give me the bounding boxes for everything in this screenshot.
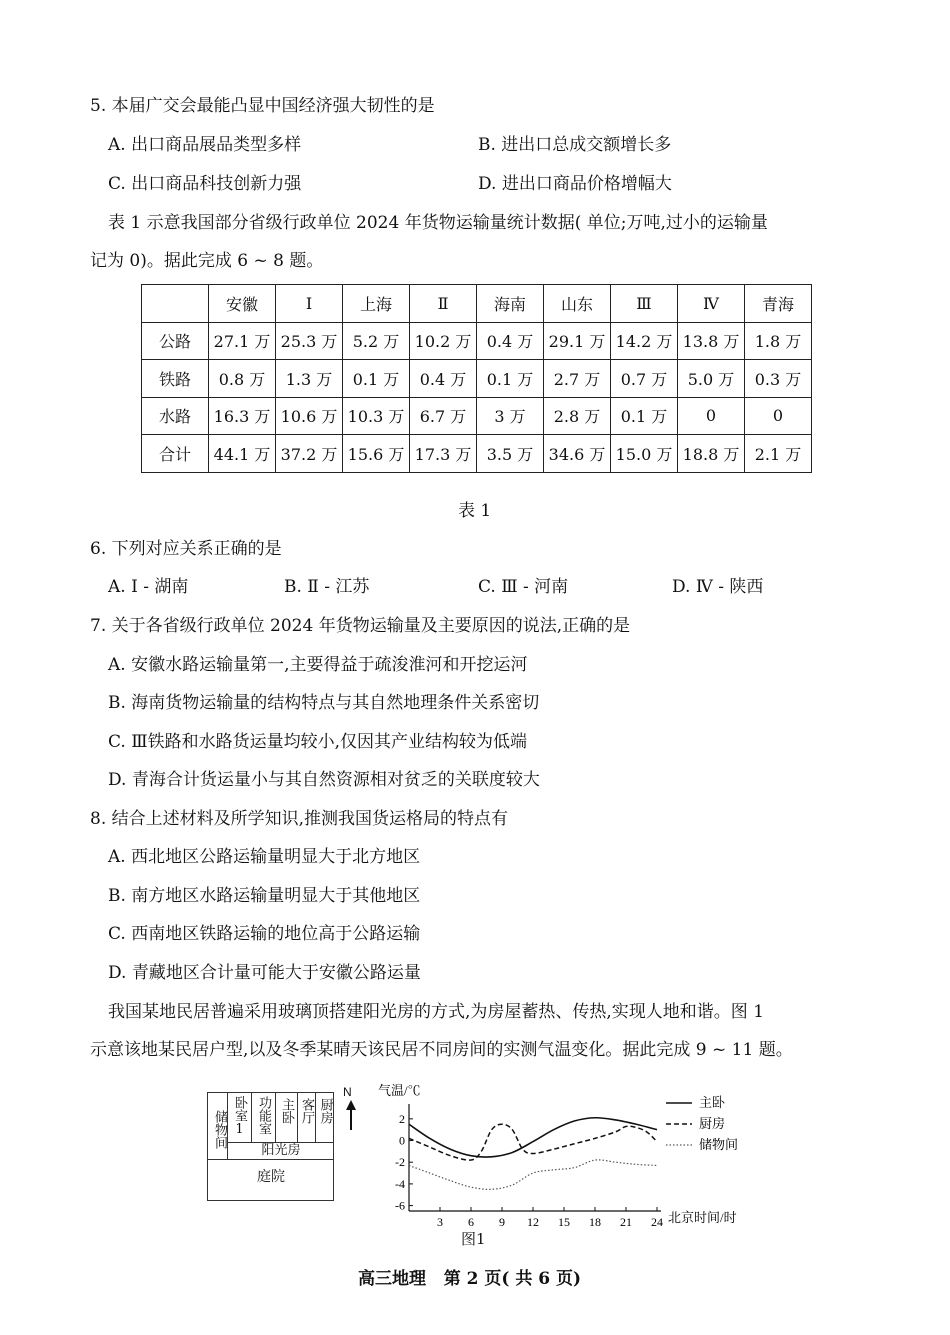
table-header-cell: 山东 bbox=[544, 285, 611, 323]
room-living bbox=[298, 1093, 316, 1143]
q8-option-b: B. 南方地区水路运输量明显大于其他地区 bbox=[108, 886, 421, 906]
q7-option-c: C. Ⅲ铁路和水路货运量均较小,仅因其产业结构较为低端 bbox=[108, 732, 528, 752]
yard-divider bbox=[208, 1159, 334, 1160]
table-cell: 1.8 万 bbox=[745, 322, 812, 360]
x-tick-label: 18 bbox=[589, 1215, 601, 1229]
q8-option-a: A. 西北地区公路运输量明显大于北方地区 bbox=[108, 847, 421, 867]
table-cell: 37.2 万 bbox=[276, 435, 343, 473]
q7-option-b: B. 海南货物运输量的结构特点与其自然地理条件关系密切 bbox=[108, 693, 540, 713]
table-cell: 0.8 万 bbox=[209, 360, 276, 398]
room-bedroom1 bbox=[228, 1093, 252, 1143]
table-cell: 15.0 万 bbox=[611, 435, 678, 473]
table-cell: 2.7 万 bbox=[544, 360, 611, 398]
x-tick-label: 6 bbox=[468, 1215, 474, 1229]
chart-axes bbox=[395, 1104, 663, 1229]
table-cell: 公路 bbox=[142, 322, 209, 360]
table-cell: 17.3 万 bbox=[410, 435, 477, 473]
intro1-line1: 表 1 示意我国部分省级行政单位 2024 年货物运输量统计数据( 单位;万吨,过小的运输量 bbox=[108, 213, 768, 233]
table-caption: 表 1 bbox=[458, 501, 492, 521]
table-cell: 3 万 bbox=[477, 397, 544, 435]
q6-stem: 6. 下列对应关系正确的是 bbox=[90, 539, 282, 559]
table-cell: 5.2 万 bbox=[343, 322, 410, 360]
table-cell: 2.8 万 bbox=[544, 397, 611, 435]
table-cell: 1.3 万 bbox=[276, 360, 343, 398]
room-storage: 储物间 bbox=[208, 1093, 228, 1159]
q7-stem: 7. 关于各省级行政单位 2024 年货物运输量及主要原因的说法,正确的是 bbox=[90, 616, 631, 636]
table-cell: 0.4 万 bbox=[410, 360, 477, 398]
q8-stem: 8. 结合上述材料及所学知识,推测我国货运格局的特点有 bbox=[90, 809, 509, 829]
table-cell: 15.6 万 bbox=[343, 435, 410, 473]
table-cell: 合计 bbox=[142, 435, 209, 473]
x-tick-label: 12 bbox=[527, 1215, 539, 1229]
q5-stem: 5. 本届广交会最能凸显中国经济强大韧性的是 bbox=[90, 96, 435, 116]
table-cell: 16.3 万 bbox=[209, 397, 276, 435]
table-header-cell: Ⅱ bbox=[410, 285, 477, 323]
room-kitchen bbox=[316, 1093, 334, 1143]
x-tick-label: 21 bbox=[620, 1215, 632, 1229]
room-function-label: 功能室 bbox=[256, 1096, 271, 1135]
x-tick-label: 15 bbox=[558, 1215, 570, 1229]
q7-option-d: D. 青海合计货运量小与其自然资源相对贫乏的关联度较大 bbox=[108, 770, 540, 790]
table-cell: 34.6 万 bbox=[544, 435, 611, 473]
y-tick-label: 0 bbox=[399, 1133, 405, 1148]
table-header-cell bbox=[142, 285, 209, 323]
room-master bbox=[276, 1093, 298, 1143]
table-header-cell: 上海 bbox=[343, 285, 410, 323]
y-tick-label: -4 bbox=[395, 1176, 405, 1191]
intro2-line1: 我国某地民居普遍采用玻璃顶搭建阳光房的方式,为房屋蓄热、传热,实现人地和谐。图 1 bbox=[108, 1002, 765, 1022]
table-row bbox=[142, 397, 812, 435]
table-header-cell: Ⅰ bbox=[276, 285, 343, 323]
room-function bbox=[252, 1093, 276, 1143]
q6-option-c: C. Ⅲ - 河南 bbox=[478, 577, 569, 597]
q5-option-d: D. 进出口商品价格增幅大 bbox=[478, 174, 672, 194]
q5-option-b: B. 进出口总成交额增长多 bbox=[478, 135, 672, 155]
q5-option-a: A. 出口商品展品类型多样 bbox=[108, 135, 302, 155]
series-line bbox=[409, 1160, 657, 1190]
q8-option-d: D. 青藏地区合计量可能大于安徽公路运量 bbox=[108, 963, 421, 983]
table-cell: 0 bbox=[678, 397, 745, 435]
table-cell: 18.8 万 bbox=[678, 435, 745, 473]
table-header-cell: 安徽 bbox=[209, 285, 276, 323]
table-cell: 0.3 万 bbox=[745, 360, 812, 398]
table-header-cell: 青海 bbox=[745, 285, 812, 323]
table-cell: 3.5 万 bbox=[477, 435, 544, 473]
y-tick-label: -2 bbox=[395, 1155, 405, 1170]
chart-x-label: 北京时间/时 bbox=[668, 1210, 737, 1225]
q5-option-c: C. 出口商品科技创新力强 bbox=[108, 174, 302, 194]
table-row bbox=[142, 435, 812, 473]
table-cell: 10.2 万 bbox=[410, 322, 477, 360]
intro2-line2: 示意该地某民居户型,以及冬季某晴天该民居不同房间的实测气温变化。据此完成 9 ~ 11 题。 bbox=[90, 1040, 793, 1060]
table-cell: 25.3 万 bbox=[276, 322, 343, 360]
table-header-cell: Ⅳ bbox=[678, 285, 745, 323]
table-cell: 10.3 万 bbox=[343, 397, 410, 435]
y-tick-label: 2 bbox=[399, 1111, 405, 1126]
room-sunroom: 阳光房 bbox=[261, 1143, 301, 1158]
table-cell: 10.6 万 bbox=[276, 397, 343, 435]
table-row bbox=[142, 322, 812, 360]
q6-option-b: B. Ⅱ - 江苏 bbox=[284, 577, 370, 597]
figure-caption: 图1 bbox=[461, 1230, 486, 1248]
temperature-chart bbox=[366, 1083, 766, 1235]
chart-lines bbox=[409, 1118, 657, 1190]
table-header-row bbox=[142, 285, 812, 323]
legend-label: 储物间 bbox=[699, 1137, 739, 1152]
q7-option-a: A. 安徽水路运输量第一,主要得益于疏浚淮河和开挖运河 bbox=[108, 655, 528, 675]
freight-table bbox=[141, 284, 812, 473]
q6-option-a: A. Ⅰ - 湖南 bbox=[108, 577, 189, 597]
x-tick-label: 3 bbox=[437, 1215, 443, 1229]
table-header-cell: Ⅲ bbox=[611, 285, 678, 323]
legend-label: 厨房 bbox=[699, 1116, 726, 1131]
room-kitchen-label: 厨房 bbox=[317, 1098, 333, 1124]
table-cell: 0 bbox=[745, 397, 812, 435]
table-cell: 14.2 万 bbox=[611, 322, 678, 360]
table-header-cell: 海南 bbox=[477, 285, 544, 323]
floorplan bbox=[207, 1092, 334, 1201]
room-yard: 庭院 bbox=[257, 1169, 285, 1185]
chart-legend bbox=[666, 1095, 738, 1152]
room-bedroom1-label: 卧室1 bbox=[232, 1096, 247, 1137]
table-cell: 5.0 万 bbox=[678, 360, 745, 398]
table-cell: 0.1 万 bbox=[611, 397, 678, 435]
table-cell: 44.1 万 bbox=[209, 435, 276, 473]
table-cell: 0.1 万 bbox=[477, 360, 544, 398]
page-footer: 高三地理 第 2 页( 共 6 页) bbox=[358, 1269, 582, 1289]
table-cell: 0.4 万 bbox=[477, 322, 544, 360]
table-row bbox=[142, 360, 812, 398]
y-tick-label: -6 bbox=[395, 1198, 405, 1213]
x-tick-label: 9 bbox=[499, 1215, 505, 1229]
chart-y-label: 气温/℃ bbox=[378, 1083, 421, 1098]
table-cell: 13.8 万 bbox=[678, 322, 745, 360]
intro1-line2: 记为 0)。据此完成 6 ~ 8 题。 bbox=[90, 251, 324, 271]
table-cell: 水路 bbox=[142, 397, 209, 435]
table-cell: 0.1 万 bbox=[343, 360, 410, 398]
room-master-label: 主卧 bbox=[279, 1098, 294, 1124]
table-cell: 29.1 万 bbox=[544, 322, 611, 360]
table-cell: 2.1 万 bbox=[745, 435, 812, 473]
series-line bbox=[409, 1118, 657, 1157]
table-cell: 0.7 万 bbox=[611, 360, 678, 398]
north-label: N bbox=[343, 1085, 352, 1099]
legend-label: 主卧 bbox=[699, 1095, 726, 1110]
table-cell: 6.7 万 bbox=[410, 397, 477, 435]
x-tick-label: 24 bbox=[651, 1215, 663, 1229]
table-cell: 铁路 bbox=[142, 360, 209, 398]
q6-option-d: D. Ⅳ - 陕西 bbox=[672, 577, 764, 597]
table-cell: 27.1 万 bbox=[209, 322, 276, 360]
q8-option-c: C. 西南地区铁路运输的地位高于公路运输 bbox=[108, 924, 421, 944]
room-living-label: 客厅 bbox=[299, 1098, 314, 1124]
